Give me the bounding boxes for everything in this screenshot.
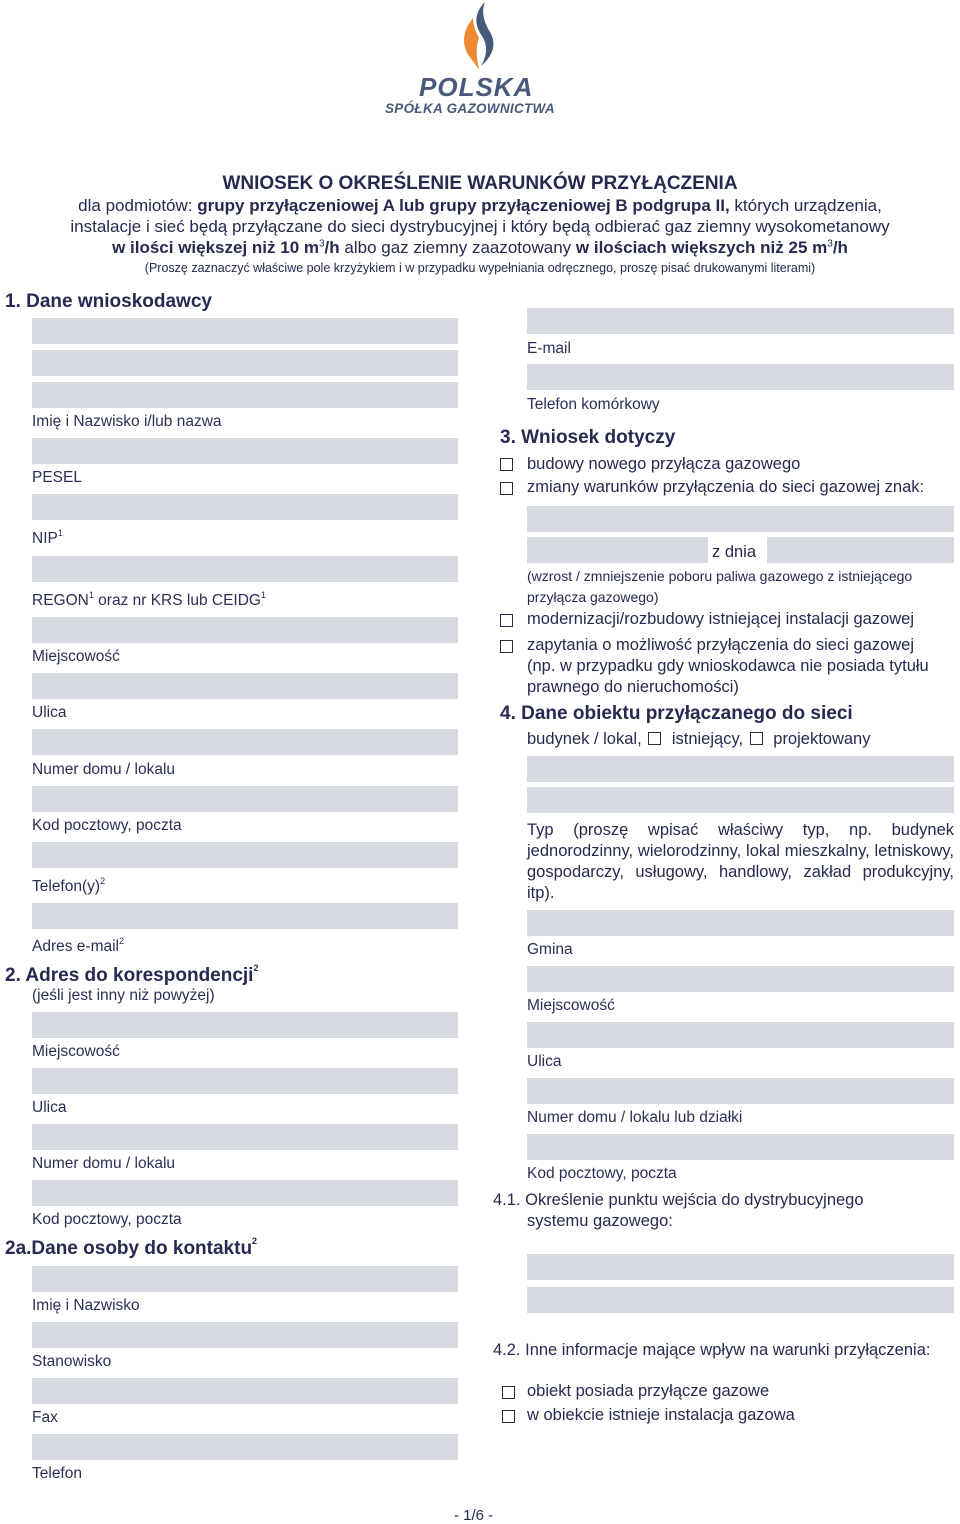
object-house-label: Numer domu / lokalu lub działki (527, 1109, 743, 1126)
entry-point-field-2[interactable] (527, 1287, 954, 1313)
regon-label (32, 592, 266, 610)
regon-text: REGON (32, 592, 89, 609)
existing-checkbox[interactable] (648, 732, 661, 745)
regon-field[interactable] (32, 556, 458, 582)
section-2-text: 2. Adres do korespondencji (5, 965, 254, 986)
footnote-1: 1 (88, 590, 94, 600)
modernization-label: modernizacji/rozbudowy istniejącej instalacji gazowej (527, 610, 915, 628)
planned-label: projektowany (773, 730, 871, 748)
header-note: (Proszę zaznaczyć właściwe pole krzyżykiem i w przypadku wypełniania odręcznego, proszę pisać drukowanymi literami) (144, 261, 816, 275)
corr-city-field[interactable] (32, 1012, 458, 1038)
street-field[interactable] (32, 673, 458, 699)
new-connection-checkbox[interactable] (500, 458, 513, 471)
header-line-1b: grupy przyłączeniowej A lub grupy przyłączeniowej B podgrupa II, (197, 196, 730, 215)
brand-subtitle: SPÓŁKA GAZOWNICTWA (385, 101, 555, 116)
corr-street-field[interactable] (32, 1068, 458, 1094)
form-title: WNIOSEK O OKREŚLENIE WARUNKÓW PRZYŁĄCZENIA (222, 173, 738, 194)
corr-house-label: Numer domu / lokalu (32, 1155, 176, 1172)
change-note-line-1: (wzrost / zmniejszenie poboru paliwa gazowego z istniejącego (527, 568, 913, 584)
footnote-1: 1 (260, 590, 266, 600)
section-1-title: 1. Dane wnioskodawcy (5, 291, 212, 312)
street-label: Ulica (32, 704, 67, 721)
contact-name-label: Imię i Nazwisko (32, 1297, 140, 1314)
header-line-1c: których urządzenia, (729, 196, 882, 215)
unit: /h (832, 238, 848, 257)
inquiry-line-2: (np. w przypadku gdy wnioskodawca nie posiada tytułu (527, 657, 929, 675)
page-number: - 1/6 - (454, 1507, 494, 1524)
nip-field[interactable] (32, 494, 458, 520)
change-note-line-2: przyłącza gazowego) (527, 589, 659, 605)
corr-city-label: Miejscowość (32, 1043, 120, 1060)
change-conditions-checkbox[interactable] (500, 482, 513, 495)
section-2a-text: 2a.Dane osoby do kontaktu (5, 1238, 253, 1259)
flame-icon (455, 0, 505, 74)
has-installation-checkbox[interactable] (502, 1410, 515, 1423)
pesel-field[interactable] (32, 438, 458, 464)
city-field[interactable] (32, 617, 458, 643)
header-line-3e: w ilościach większych niż 25 m (575, 238, 828, 257)
unit: /h (324, 238, 340, 257)
modernization-checkbox[interactable] (500, 614, 513, 627)
corr-street-label: Ulica (32, 1099, 67, 1116)
contact-position-field[interactable] (32, 1322, 458, 1348)
postal-field[interactable] (32, 786, 458, 812)
contact-phone-field[interactable] (32, 1434, 458, 1460)
contact-fax-label: Fax (32, 1409, 58, 1426)
footnote-1: 1 (57, 528, 63, 538)
header-line-1a: dla podmiotów: (78, 196, 198, 215)
sup: 3 (827, 238, 833, 250)
phone-label (32, 878, 105, 896)
corr-postal-field[interactable] (32, 1180, 458, 1206)
object-postal-label: Kod pocztowy, poczta (527, 1165, 677, 1182)
footnote-2: 2 (253, 963, 259, 973)
inquiry-checkbox[interactable] (500, 640, 513, 653)
date-field[interactable] (767, 537, 954, 563)
has-connection-label: obiekt posiada przyłącze gazowe (527, 1382, 770, 1400)
email-label (32, 938, 124, 956)
section-2-subtitle: (jeśli jest inny niż powyżej) (32, 987, 215, 1004)
postal-label: Kod pocztowy, poczta (32, 817, 182, 834)
mobile-field[interactable] (527, 364, 954, 390)
applicant-email-field[interactable] (527, 308, 954, 334)
header-line-3 (0, 238, 960, 258)
nip-text: NIP (32, 530, 58, 547)
nip-label (32, 530, 63, 548)
contact-position-label: Stanowisko (32, 1353, 112, 1370)
corr-house-field[interactable] (32, 1124, 458, 1150)
name-field-3[interactable] (32, 382, 458, 408)
has-installation-label: w obiekcie istnieje instalacja gazowa (527, 1406, 795, 1424)
object-city-label: Miejscowość (527, 997, 615, 1014)
header-line-1 (0, 196, 960, 216)
existing-label: istniejący, (671, 730, 744, 748)
has-connection-checkbox[interactable] (502, 1386, 515, 1399)
city-label: Miejscowość (32, 648, 120, 665)
name-field-1[interactable] (32, 318, 458, 344)
section-2-title (5, 965, 258, 987)
section-2a-title (5, 1238, 257, 1260)
footnote-2: 2 (100, 876, 106, 886)
applicant-email-label: E-mail (527, 340, 571, 357)
planned-checkbox[interactable] (750, 732, 763, 745)
krs-text: oraz nr KRS lub CEIDG (93, 592, 261, 609)
object-city-field[interactable] (527, 966, 954, 992)
type-description: Typ (proszę wpisać właściwy typ, np. budynek jednorodzinny, wielorodzinny, lokal mieszkalny, letniskowy, gospodarczy, usługowy, handlowy, zakład produkcyjny, itp). (527, 821, 954, 902)
inquiry-line-1: zapytania o możliwość przyłączenia do sieci gazowej (527, 636, 915, 654)
change-conditions-label: zmiany warunków przyłączenia do sieci gazowej znak: (527, 478, 925, 496)
header-line-2: instalacje i sieć będą przyłączane do sieci dystrybucyjnej i który będą odbierać gaz ziemny wysokometanowy (70, 217, 890, 236)
phone-field[interactable] (32, 842, 458, 868)
header-line-3d: albo gaz ziemny zaazotowany (339, 238, 576, 257)
mobile-label: Telefon komórkowy (527, 396, 660, 413)
gmina-field[interactable] (527, 910, 954, 936)
sup: 3 (318, 238, 325, 250)
inquiry-line-3: prawnego do nieruchomości) (527, 678, 739, 696)
building-label: budynek / lokal, (527, 730, 642, 748)
logo (380, 0, 580, 120)
house-field[interactable] (32, 729, 458, 755)
date-label: z dnia (712, 543, 757, 561)
object-postal-field[interactable] (527, 1134, 954, 1160)
phone-text: Telefon(y) (32, 878, 101, 895)
contact-name-field[interactable] (32, 1266, 458, 1292)
other-info-label: 4.2. Inne informacje mające wpływ na warunki przyłączenia: (493, 1341, 931, 1359)
object-house-field[interactable] (527, 1078, 954, 1104)
footnote-2: 2 (252, 1236, 258, 1246)
header-line-3a: w ilości większej niż 10 m (112, 238, 319, 257)
reference-number-field[interactable] (527, 537, 708, 563)
name-label: Imię i Nazwisko i/lub nazwa (32, 413, 222, 430)
entry-point-line-2: systemu gazowego: (527, 1212, 673, 1230)
object-field-1[interactable] (527, 756, 954, 782)
contact-phone-label: Telefon (32, 1465, 82, 1482)
email-field[interactable] (32, 903, 458, 929)
pesel-label: PESEL (32, 469, 82, 486)
house-label: Numer domu / lokalu (32, 761, 176, 778)
contact-fax-field[interactable] (32, 1378, 458, 1404)
name-field-2[interactable] (32, 350, 458, 376)
object-street-label: Ulica (527, 1053, 562, 1070)
reference-sign-field[interactable] (527, 506, 954, 532)
brand-name: POLSKA (419, 72, 534, 102)
entry-point-field-1[interactable] (527, 1254, 954, 1280)
email-text: Adres e-mail (32, 938, 119, 955)
entry-point-line-1: 4.1. Określenie punktu wejścia do dystrybucyjnego (493, 1191, 864, 1209)
object-field-2[interactable] (527, 787, 954, 813)
object-street-field[interactable] (527, 1022, 954, 1048)
footnote-2: 2 (119, 936, 125, 946)
section-4-title: 4. Dane obiektu przyłączanego do sieci (500, 703, 853, 724)
section-3-title: 3. Wniosek dotyczy (500, 427, 676, 448)
corr-postal-label: Kod pocztowy, poczta (32, 1211, 182, 1228)
gmina-label: Gmina (527, 941, 573, 958)
building-type-row (527, 730, 871, 749)
new-connection-label: budowy nowego przyłącza gazowego (527, 455, 801, 473)
